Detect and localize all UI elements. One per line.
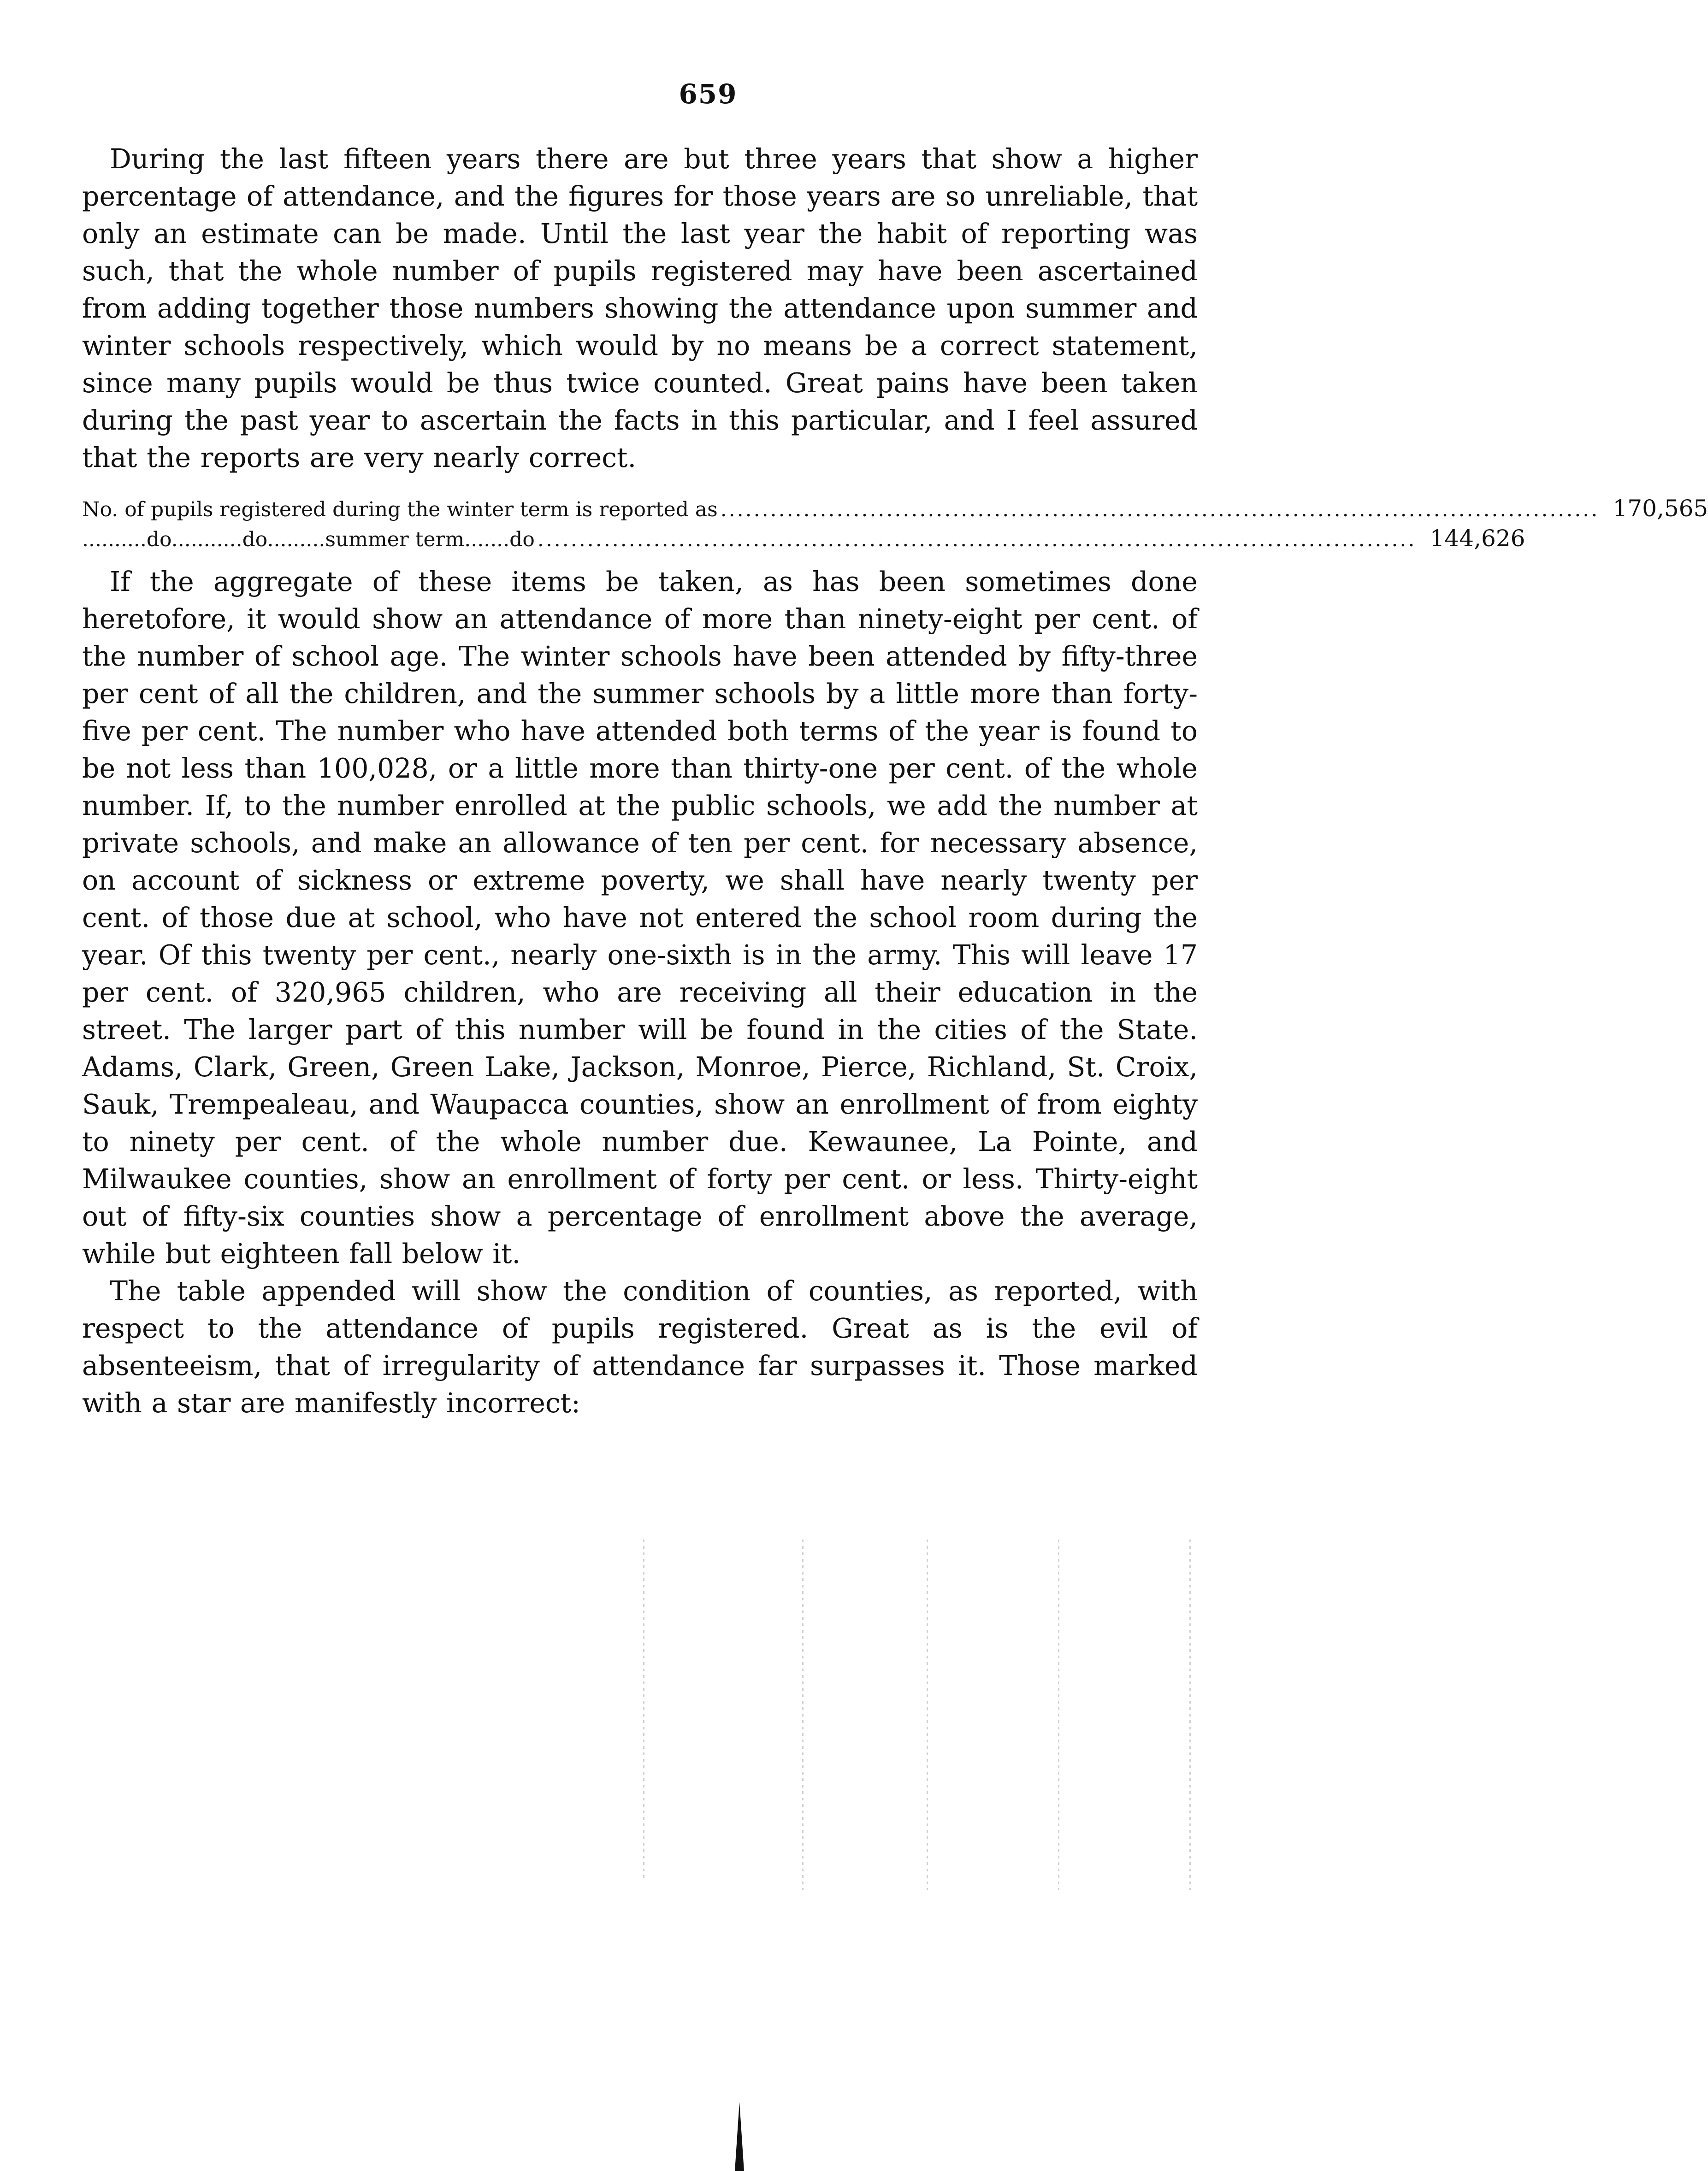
bleed-through-line: [643, 1540, 644, 1881]
paragraph-table-introduction: The table appended will show the condition of counties, as reported, with respect to the attendance of pupils registered. Great as is the evil of absenteeism, that of irregularity of attendance far surpasses it. Those marked with a star are manifestly incorrect:: [82, 1275, 1198, 1419]
enrollment-table: [82, 494, 1708, 554]
bleed-through-line: [802, 1540, 804, 1890]
bleed-through-line: [1189, 1540, 1191, 1890]
paragraph-aggregate-attendance: If the aggregate of these items be taken, as has been sometimes done heretofore, it would show an attendance of more than ninety-eight per cent. of the number of school age. The winter schools have been attended by fifty-three per cent of all the children, and the summer schools by a little more than forty-five per cent. The number who have attended both terms of the year is found to be not less than 100,028, or a little more than thirty-one per cent. of the whole number. If, to the number enrolled at the public schools, we add the number at private schools, and make an allowance of ten per cent. for necessary absence, on account of sickness or extreme poverty, we shall have nearly twenty per cent. of those due at school, who have not entered the school room during the year. Of this twenty per cent., nearly one-sixth is in the army. This will leave 17 per cent. of 320,965 children, who are receiving all their education in the street. The larger part of this number will be found in the cities of the State. Adams, Clark, Green, Green Lake, Jackson, Monroe, Pierce, Richland, St. Croix, Sauk, Trempealeau, and Waupacca counties, show an enrollment of from eighty to ninety per cent. of the whole number due. Kewaunee, La Pointe, and Milwaukee counties, show an enrollment of forty per cent. or less. Thirty-eight out of fifty-six counties show a percentage of enrollment above the average, while but eighteen fall below it.: [82, 566, 1198, 1269]
summer-row-value: 144,626: [1430, 525, 1525, 552]
table-row-winter: [82, 494, 1708, 524]
page-number: 659: [679, 78, 738, 110]
winter-row-value: 170,565: [1613, 495, 1708, 522]
summer-row-label: ..........do...........do.........summer term.......do: [82, 528, 535, 551]
table-row-summer: [82, 524, 1525, 554]
leader-dots: ..........................................................................................................: [720, 498, 1600, 521]
bleed-through-line: [927, 1540, 928, 1890]
bleed-through-line: [1058, 1540, 1059, 1890]
winter-row-label: No. of pupils registered during the winter term is reported as: [82, 498, 718, 521]
paragraph-attendance-reporting: During the last fifteen years there are but three years that show a higher percentage of attendance, and the figures for those years are so unreliable, that only an estimate can be made. Until the last year the habit of reporting was such, that the whole number of pupils registered may have been ascertained from adding together those numbers showing the attendance upon summer and winter schools respectively, which would by no means be a correct statement, since many pupils would be thus twice counted. Great pains have been taken during the past year to ascertain the facts in this particular, and I feel assured that the reports are very nearly correct.: [82, 143, 1198, 473]
leader-dots: ..........................................................................................................: [537, 528, 1417, 551]
ink-mark-icon: [734, 2102, 745, 2171]
page-body: [82, 141, 1708, 1422]
